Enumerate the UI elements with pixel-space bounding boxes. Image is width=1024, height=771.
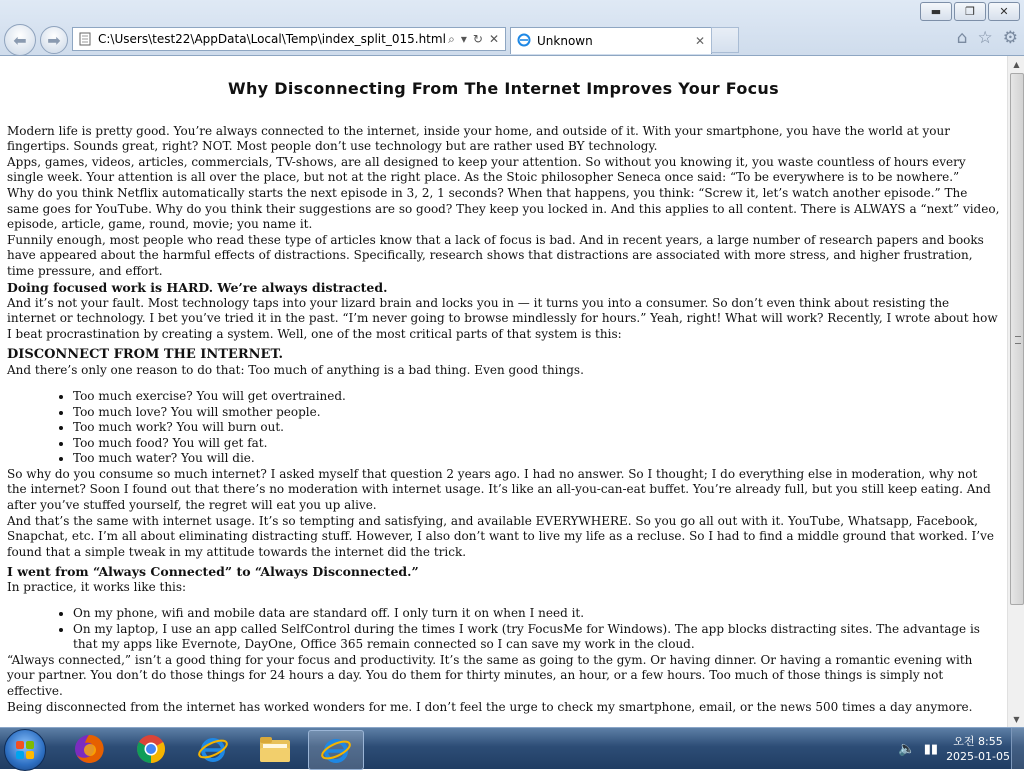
favorites-star-icon[interactable]: ☆ xyxy=(977,28,993,48)
clock[interactable] xyxy=(946,734,1010,764)
browser-tab[interactable] xyxy=(510,27,712,54)
home-icon[interactable]: ⌂ xyxy=(956,28,968,48)
system-tray xyxy=(898,730,1010,768)
scrollbar-thumb[interactable] xyxy=(1010,73,1024,605)
close-window-button[interactable] xyxy=(988,2,1020,21)
paragraph: “Always connected,” isn’t a good thing for your focus and productivity. It’s the same as going to the gym. Or having dinner. Or having a romantic evening with your partner. You don’t do those things for 24 hours a day. You do them for thirty minutes, an hour, or a few hours. Too much of those things is simply not effective. xyxy=(7,652,973,698)
forward-button[interactable] xyxy=(40,26,68,54)
paragraph: So why do you consume so much internet? I asked myself that question 2 years ago. I had no answer. So I thought; I do everything else in moderation, why not the internet? Soon I found out that there’s no moderation with internet usage. It’s like an all-you-can-eat buffet. You’re already full, but you still keep eating. And after you’ve stuffed yourself, the regret will eat you up alive. xyxy=(7,466,991,513)
list-item: • Too much love? You will smother people. xyxy=(73,405,1000,421)
start-button[interactable] xyxy=(4,729,46,771)
arrow-right-icon: ➡ xyxy=(47,30,61,50)
ie-taskbar-button[interactable] xyxy=(186,730,240,768)
list-item: • Too much food? You will get fat. xyxy=(73,436,1000,452)
subheading: I went from “Always Connected” to “Always Disconnected.” xyxy=(7,564,419,580)
address-bar[interactable] xyxy=(72,27,506,51)
list-item: • On my phone, wifi and mobile data are standard off. I only turn it on when I need it. xyxy=(73,606,1000,622)
tab-close-icon[interactable]: ✕ xyxy=(694,34,705,48)
browser-chrome xyxy=(0,0,1024,56)
paragraph: Modern life is pretty good. You’re always connected to the internet, inside your home, and outside of it. With your smartphone, you have the world at your fingertips. Sounds great, right? NOT. Most people don’t use technology but are rather used BY technology. xyxy=(7,123,950,154)
page-viewport xyxy=(0,56,1007,727)
subheading: Doing focused work is HARD. We’re always distracted. xyxy=(7,279,388,295)
address-tools xyxy=(448,32,499,47)
windows-logo-icon xyxy=(16,741,34,759)
speaker-icon[interactable]: 🔈 xyxy=(898,741,916,757)
new-tab-button[interactable] xyxy=(711,27,739,53)
tab-title: Unknown xyxy=(537,34,593,48)
grip-icon xyxy=(1015,336,1021,344)
ie-active-taskbar-button[interactable] xyxy=(308,730,364,770)
paragraph: Apps, games, videos, articles, commercials, TV-shows, are all designed to keep your attention. So without you knowing it, you waste countless of hours every single week. Your attention is all over the place, but not at the right place. As the Stoic philosopher Seneca once said: “To be everywhere is to be nowhere.” xyxy=(7,154,966,185)
list-item: • Too much work? You will burn out. xyxy=(73,420,1000,436)
close-icon[interactable]: ✕ xyxy=(488,31,499,46)
paragraph: Funnily enough, most people who read these type of articles know that a lack of focus is bad. And in recent years, a large number of research papers and books have appeared about the harmful effects of distractions. Specifically, research shows that distractions are associated with more stress, and higher frustration, time pressure, and effort. xyxy=(7,232,984,278)
firefox-icon xyxy=(73,733,105,765)
network-icon[interactable]: ▮▮ xyxy=(923,741,939,757)
scroll-down-icon[interactable]: ▼ xyxy=(1013,714,1020,724)
paragraph: And there’s only one reason to do that: Too much of anything is a bad thing. Even good things. xyxy=(7,363,584,378)
scroll-up-icon[interactable]: ▲ xyxy=(1013,59,1020,69)
ie-icon xyxy=(517,32,531,51)
vertical-scrollbar[interactable] xyxy=(1007,56,1024,727)
arrow-left-icon: ⬅ xyxy=(13,30,27,50)
ie-icon xyxy=(320,734,352,766)
moderation-list xyxy=(7,389,1000,467)
list-item: • Too much exercise? You will get overtrained. xyxy=(73,389,1000,405)
minimize-button[interactable] xyxy=(920,2,952,21)
gear-icon[interactable]: ⚙ xyxy=(1002,28,1018,48)
paragraph: In practice, it works like this: xyxy=(7,580,187,595)
article xyxy=(0,81,1007,715)
explorer-taskbar-button[interactable] xyxy=(248,730,302,768)
search-icon[interactable]: ⌕ xyxy=(448,31,455,46)
show-desktop-button[interactable] xyxy=(1011,728,1024,769)
page-icon xyxy=(76,30,94,48)
taskbar xyxy=(0,727,1024,769)
paragraph: Being disconnected from the internet has worked wonders for me. I don’t feel the urge to check my smartphone, email, or the news 500 times a day anymore. xyxy=(7,699,973,714)
chrome-icon xyxy=(135,733,167,765)
minimize-icon: ▬ xyxy=(930,5,942,18)
list-item: • On my laptop, I use an app called SelfControl during the times I work (try FocusMe for Windows). The app blocks distracting sites. The advantage is that my apps like Evernote, DayOne, Office 365 remain connected so I can save my work in the cloud. xyxy=(73,622,1000,653)
list-item: • Too much water? You will die. xyxy=(73,451,1000,467)
folder-icon xyxy=(258,734,292,764)
paragraph: Why do you think Netflix automatically starts the next episode in 3, 2, 1 seconds? When that happens, you think: “Screw it, let’s watch another episode.” The same goes for YouTube. Why do you think their suggestions are so good? They keep you locked in. And this applies to all content. There is ALWAYS a “next” video, episode, article, game, round, movie; you name it. xyxy=(7,185,1000,232)
restore-icon: ❐ xyxy=(965,5,975,18)
maximize-button[interactable] xyxy=(954,2,986,21)
window-controls xyxy=(920,2,1020,21)
paragraph: And that’s the same with internet usage. It’s so tempting and satisfying, and available EVERYWHERE. So you go all out with it. YouTube, Whatsapp, Facebook, Snapchat, etc. I’m all about eliminating distracting stuff. However, I also don’t want to live my life as a recluse. So I had to find a middle ground that worked. I’ve found that a simple tweak in my attitude towards the internet did the trick. xyxy=(7,513,994,559)
ie-icon xyxy=(197,733,229,765)
close-icon: ✕ xyxy=(999,5,1009,18)
browser-tools xyxy=(957,28,1018,48)
clock-time: 오전 8:55 xyxy=(953,735,1003,748)
chevron-down-icon[interactable]: ▾ xyxy=(460,31,467,46)
practice-list xyxy=(7,606,1000,653)
clock-date: 2025-01-05 xyxy=(946,750,1010,763)
paragraph: And it’s not your fault. Most technology taps into your lizard brain and locks you in — it turns you into a consumer. So don’t even think about resisting the internet or technology. I bet you’ve tried it in the past. “I’m never going to browse mindlessly for hours.” Yeah, right! What will work? Recently, I wrote about how I beat procrastination by creating a system. Well, one of the most critical parts of that system is this: xyxy=(7,295,998,341)
address-text[interactable]: C:\Users\test22\AppData\Local\Temp\index_split_015.html xyxy=(98,32,446,46)
page-title: Why Disconnecting From The Internet Improves Your Focus xyxy=(228,79,779,98)
back-button[interactable] xyxy=(4,24,36,56)
refresh-icon[interactable]: ↻ xyxy=(472,31,483,46)
firefox-taskbar-button[interactable] xyxy=(62,730,116,768)
section-heading: DISCONNECT FROM THE INTERNET. xyxy=(7,347,283,363)
chrome-taskbar-button[interactable] xyxy=(124,730,178,768)
